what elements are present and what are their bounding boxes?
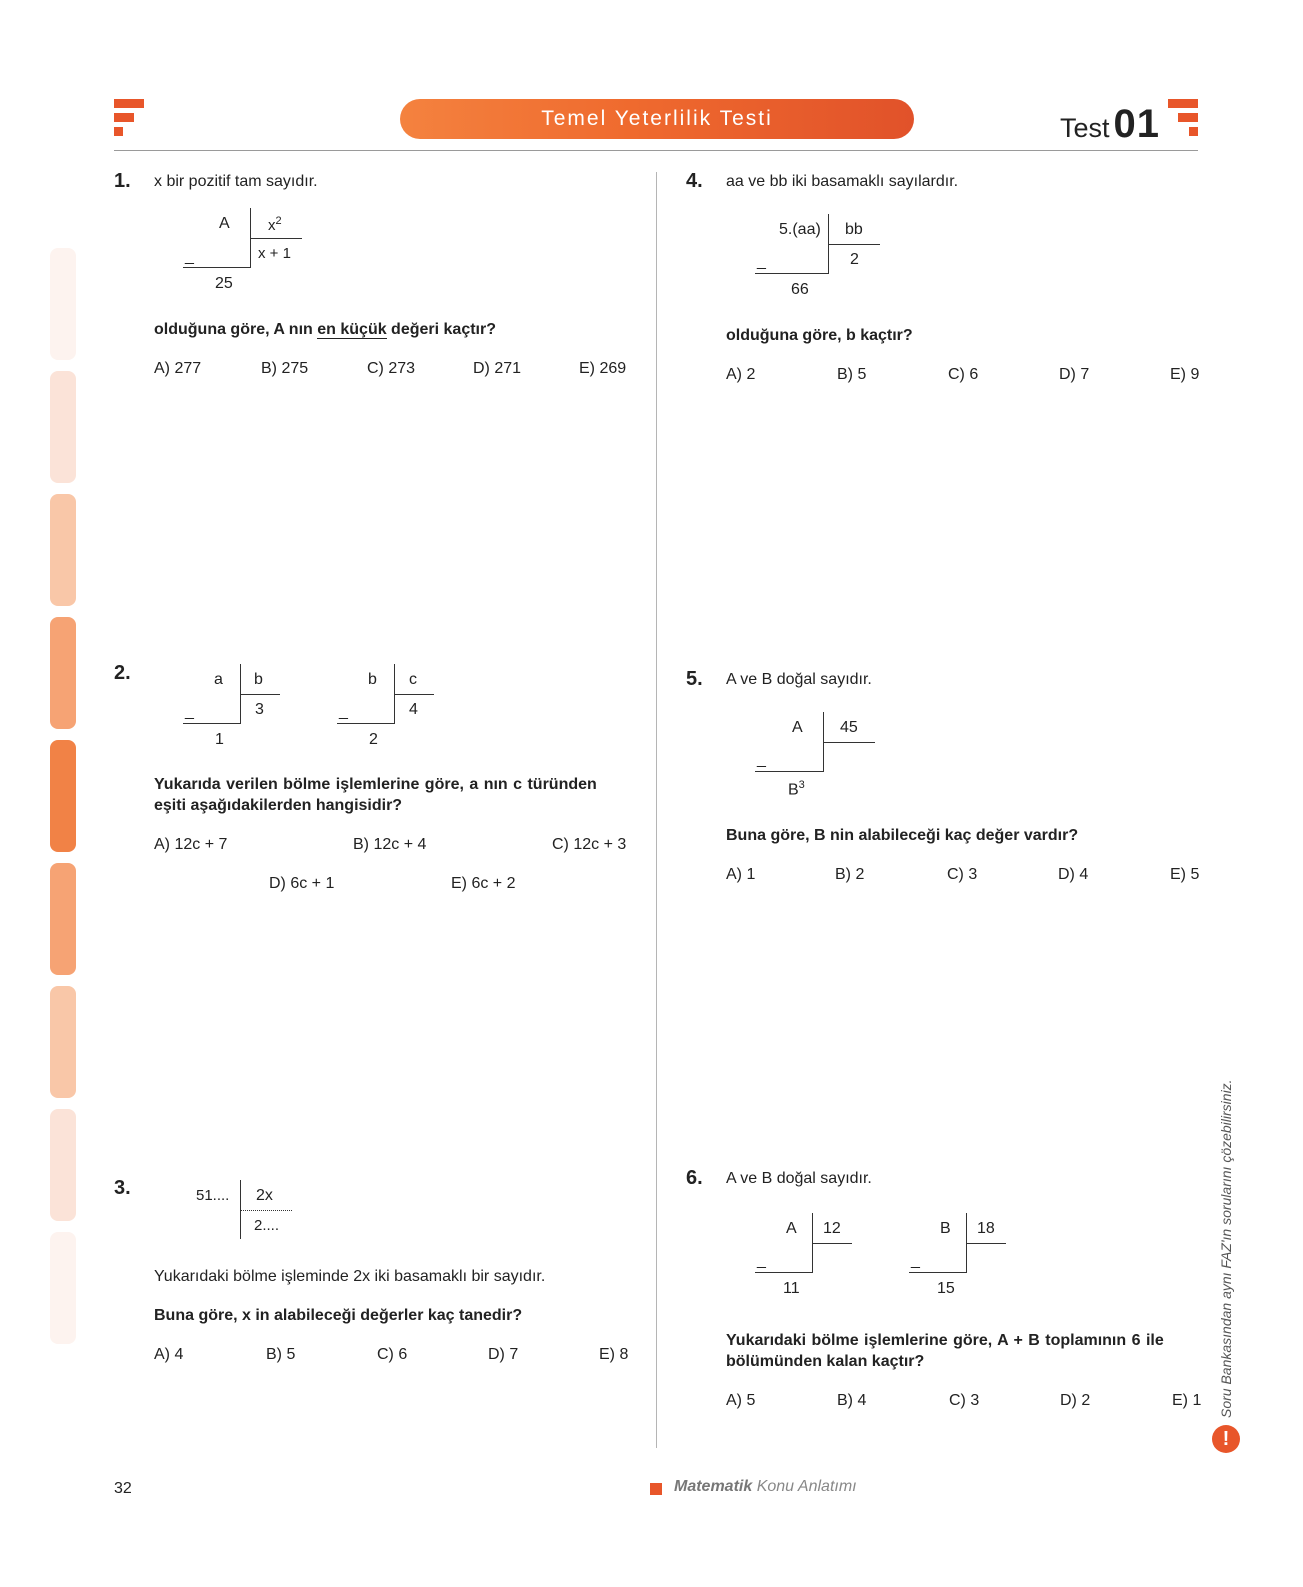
side-tab-1 (50, 248, 76, 360)
q2-d2-remainder: 2 (369, 731, 378, 748)
q1-option-d[interactable]: D) 271 (473, 360, 522, 377)
test-title-banner: Temel Yeterlilik Testi (400, 99, 914, 139)
q2-d1-quotient: 3 (255, 701, 264, 718)
q6-d1-dividend: A (786, 1220, 797, 1237)
q1-divisor: $x^2$ (268, 215, 282, 234)
exclamation-icon: ! (1212, 1425, 1240, 1453)
q6-d1-divisor: 12 (823, 1220, 841, 1237)
q5-option-a[interactable]: A) 1 (726, 866, 756, 883)
q5-divisor-line (823, 742, 875, 743)
q1-option-a[interactable]: A) 277 (154, 360, 202, 377)
q3-option-d[interactable]: D) 7 (488, 1346, 519, 1363)
q2-d2-subtract-line (337, 723, 395, 724)
q3-statement: Yukarıdaki bölme işleminde 2x iki basamaklı bir sayıdır. (154, 1268, 546, 1285)
test-word: Test (1060, 113, 1110, 143)
q3-divisor-line (240, 1210, 292, 1211)
q2-d2-divisor: c (409, 671, 417, 688)
page-number: 32 (114, 1480, 132, 1497)
q2-d2-divisor-line (394, 694, 434, 695)
q4-divisor: bb (845, 221, 863, 238)
q5-intro: A ve B doğal sayıdır. (726, 671, 872, 688)
q3-option-c[interactable]: C) 6 (377, 1346, 408, 1363)
q5-option-b[interactable]: B) 2 (835, 866, 865, 883)
q6-option-d[interactable]: D) 2 (1060, 1392, 1091, 1409)
header-divider (114, 150, 1198, 151)
q5-question: Buna göre, B nin alabileceği kaç değer vardır? (726, 827, 1079, 844)
q3-dividend: 51.... (196, 1187, 230, 1204)
q4-remainder: 66 (791, 281, 809, 298)
q5-option-c[interactable]: C) 3 (947, 866, 978, 883)
q4-number: 4. (686, 170, 703, 192)
q4-subtract-line (755, 273, 829, 274)
q2-d1-dividend: a (214, 671, 223, 688)
q1-question: olduğuna göre, A nın en küçük değeri kaçtır? (154, 321, 496, 338)
q6-d2-dividend: B (940, 1220, 951, 1237)
q4-option-e[interactable]: E) 9 (1170, 366, 1200, 383)
side-tab-2 (50, 371, 76, 483)
q3-option-e[interactable]: E) 8 (599, 1346, 629, 1363)
q1-option-c[interactable]: C) 273 (367, 360, 416, 377)
q6-number: 6. (686, 1167, 703, 1189)
q2-d1-remainder: 1 (215, 731, 224, 748)
publisher-logo-left (114, 99, 144, 139)
q2-number: 2. (114, 662, 131, 684)
q2-d2-quotient: 4 (409, 701, 418, 718)
q2-question-line2: eşiti aşağıdakilerden hangisidir? (154, 797, 403, 814)
q3-option-a[interactable]: A) 4 (154, 1346, 184, 1363)
q6-d1-divisor-line (812, 1243, 852, 1244)
q2-option-c[interactable]: C) 12c + 3 (552, 836, 627, 853)
q6-option-c[interactable]: C) 3 (949, 1392, 980, 1409)
q5-remainder: $B^3$ (788, 779, 805, 799)
q1-quotient: x + 1 (258, 245, 291, 262)
q2-option-b[interactable]: B) 12c + 4 (353, 836, 427, 853)
q1-minus: _ (185, 248, 194, 265)
q1-number: 1. (114, 170, 131, 192)
q1-dividend: A (219, 215, 230, 232)
footer-book-title: Matematik Konu Anlatımı (674, 1478, 857, 1495)
q6-option-e[interactable]: E) 1 (1172, 1392, 1202, 1409)
column-divider (656, 172, 657, 1448)
q4-option-a[interactable]: A) 2 (726, 366, 756, 383)
q6-question-line2: bölümünden kalan kaçtır? (726, 1353, 925, 1370)
test-number: 01 (1113, 102, 1161, 146)
q2-option-a[interactable]: A) 12c + 7 (154, 836, 228, 853)
q4-option-c[interactable]: C) 6 (948, 366, 979, 383)
footer-square-icon (650, 1483, 662, 1495)
q4-divisor-line (828, 244, 880, 245)
side-tab-9 (50, 1232, 76, 1344)
q6-d1-minus: _ (757, 1252, 766, 1269)
q2-option-e[interactable]: E) 6c + 2 (451, 875, 516, 892)
q2-d2-dividend: b (368, 671, 377, 688)
side-tab-4 (50, 617, 76, 729)
q1-remainder: 25 (215, 275, 233, 292)
q5-option-e[interactable]: E) 5 (1170, 866, 1200, 883)
q4-question: olduğuna göre, b kaçtır? (726, 327, 913, 344)
q2-d1-divisor: b (254, 671, 263, 688)
q2-d1-divisor-line (240, 694, 280, 695)
side-note: Soru Bankasından aynı FAZ'ın sorularını çözebilirsiniz. (1218, 1079, 1234, 1418)
q1-option-b[interactable]: B) 275 (261, 360, 309, 377)
q4-minus: _ (757, 253, 766, 270)
q5-divisor: 45 (840, 719, 858, 736)
q6-d1-subtract-line (755, 1272, 813, 1273)
q6-intro: A ve B doğal sayıdır. (726, 1170, 872, 1187)
q6-d2-remainder: 15 (937, 1280, 955, 1297)
q4-option-d[interactable]: D) 7 (1059, 366, 1090, 383)
q6-d2-divisor: 18 (977, 1220, 995, 1237)
q6-option-b[interactable]: B) 4 (837, 1392, 867, 1409)
q4-quotient: 2 (850, 251, 859, 268)
q6-question-line1: Yukarıdaki bölme işlemlerine göre, A + B toplamının 6 ile (726, 1332, 1164, 1349)
q2-d2-minus: _ (339, 703, 348, 720)
q4-option-b[interactable]: B) 5 (837, 366, 867, 383)
q3-option-b[interactable]: B) 5 (266, 1346, 296, 1363)
q1-subtract-line (183, 267, 251, 268)
side-tab-8 (50, 1109, 76, 1221)
q6-d2-minus: _ (911, 1252, 920, 1269)
q2-question-line1: Yukarıda verilen bölme işlemlerine göre, a nın c türünden (154, 776, 597, 793)
q5-subtract-line (755, 771, 824, 772)
q5-dividend: A (792, 719, 803, 736)
test-label (1060, 102, 1160, 147)
q1-option-e[interactable]: E) 269 (579, 360, 627, 377)
q1-divisor-line (250, 238, 302, 239)
side-tab-3 (50, 494, 76, 606)
side-tab-5 (50, 740, 76, 852)
q3-divisor: 2x (256, 1187, 273, 1204)
q2-d1-subtract-line (183, 723, 241, 724)
q4-dividend: 5.(aa) (779, 221, 821, 238)
q1-intro: x bir pozitif tam sayıdır. (154, 173, 318, 190)
q2-option-d[interactable]: D) 6c + 1 (269, 875, 335, 892)
q4-intro: aa ve bb iki basamaklı sayılardır. (726, 173, 959, 190)
q6-d1-remainder: 11 (783, 1280, 800, 1297)
q5-minus: _ (757, 751, 766, 768)
q3-quotient: 2.... (254, 1217, 280, 1234)
q6-option-a[interactable]: A) 5 (726, 1392, 756, 1409)
q6-d2-divisor-line (966, 1243, 1006, 1244)
q5-option-d[interactable]: D) 4 (1058, 866, 1089, 883)
q3-question: Buna göre, x in alabileceği değerler kaç tanedir? (154, 1307, 523, 1324)
side-tab-7 (50, 986, 76, 1098)
q6-d2-subtract-line (909, 1272, 967, 1273)
publisher-logo-right (1168, 99, 1198, 139)
q3-number: 3. (114, 1177, 131, 1199)
q5-number: 5. (686, 668, 703, 690)
side-tab-6 (50, 863, 76, 975)
q2-d1-minus: _ (185, 703, 194, 720)
